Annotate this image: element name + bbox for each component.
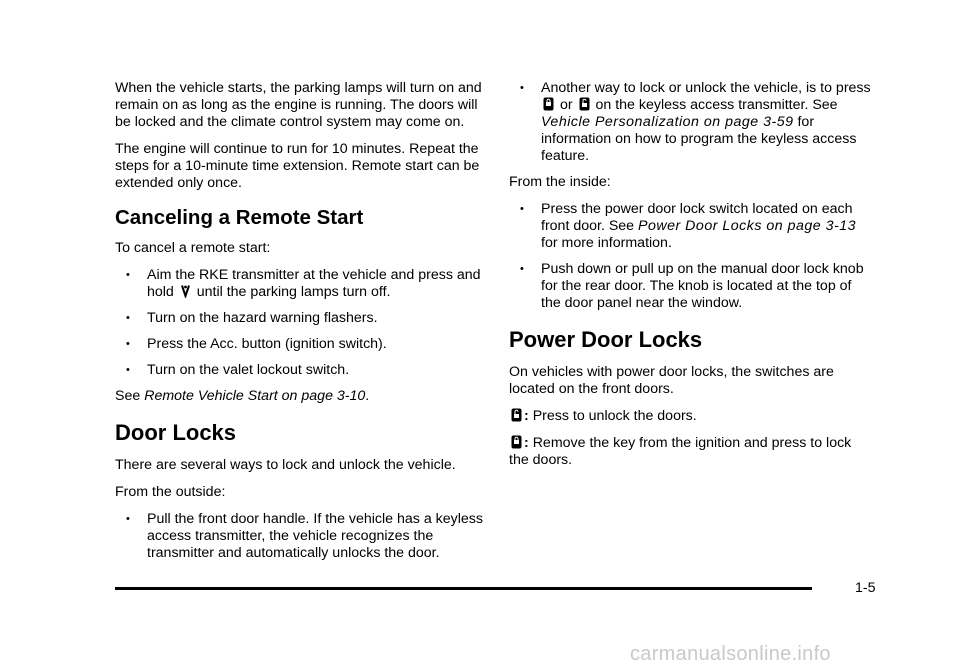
unlock-description: : Press to unlock the doors. xyxy=(509,408,874,425)
page-reference: Vehicle Personalization on page 3-59 xyxy=(541,114,794,130)
bullet-text: until the parking lamps turn off. xyxy=(196,284,391,300)
list-item xyxy=(115,310,485,327)
list-item xyxy=(115,362,485,379)
bullet-dot: • xyxy=(126,364,130,376)
lock-icon xyxy=(543,97,554,111)
watermark: carmanualsonline.info xyxy=(630,643,831,665)
footer-rule xyxy=(115,587,812,590)
bullet-text: Another way to lock or unlock the vehicle, is to press xyxy=(541,80,871,96)
cross-reference: See Remote Vehicle Start on page 3-10. xyxy=(115,388,370,404)
paragraph: On vehicles with power door locks, the switches are located on the front doors. xyxy=(509,364,834,397)
paragraph: To cancel a remote start: xyxy=(115,240,271,256)
bullet-text: Turn on the hazard warning flashers. xyxy=(147,310,378,326)
bullet-text: Aim the RKE transmitter at the vehicle and press and hold xyxy=(147,267,481,300)
paragraph: The engine will continue to run for 10 minutes. Repeat the steps for a 10-minute time extension. Remote start can be extended only once. xyxy=(115,141,480,191)
bullet-text: or xyxy=(559,97,573,113)
bullet-text: for information on how to program the keyless access feature. xyxy=(541,114,857,164)
bullet-text: Turn on the valet lockout switch. xyxy=(147,362,350,378)
bullet-text: Press the Acc. button (ignition switch). xyxy=(147,336,387,352)
bullet-text: Pull the front door handle. If the vehicle has a keyless access transmitter, the vehicle recognizes the transmitter and automatically unlocks the door. xyxy=(147,511,483,561)
bullet-dot: • xyxy=(126,312,130,324)
bullet-dot: • xyxy=(520,82,524,94)
list-item xyxy=(115,267,485,301)
bullet-text: Press the power door lock switch located on each front door. See xyxy=(541,201,853,234)
page-number: 1-5 xyxy=(855,580,876,596)
bullet-text: on the keyless access transmitter. See xyxy=(595,97,838,113)
lock-description: : Remove the key from the ignition and press to lock the doors. xyxy=(509,435,852,468)
list-item xyxy=(509,261,874,312)
bullet-dot: • xyxy=(126,269,130,281)
unlock-icon xyxy=(579,97,590,111)
page-reference: Power Door Locks on page 3-13 xyxy=(638,218,857,234)
bullet-dot: • xyxy=(126,338,130,350)
list-item xyxy=(115,336,485,353)
page-reference: Remote Vehicle Start on page 3-10 xyxy=(144,388,366,404)
paragraph: From the inside: xyxy=(509,174,611,190)
bullet-dot: • xyxy=(520,203,524,215)
paragraph: There are several ways to lock and unlock the vehicle. xyxy=(115,457,456,473)
list-item xyxy=(509,201,874,252)
list-item xyxy=(509,80,874,165)
heading-power-door-locks: Power Door Locks xyxy=(509,327,703,352)
bullet-dot: • xyxy=(126,513,130,525)
lock-icon xyxy=(511,435,522,449)
heading-door-locks: Door Locks xyxy=(115,420,237,445)
remote-start-icon xyxy=(180,284,191,298)
unlock-icon xyxy=(511,408,522,422)
bullet-text: Push down or pull up on the manual door lock knob for the rear door. The knob is located at the top of the door panel near the window. xyxy=(541,261,864,311)
bullet-text: for more information. xyxy=(541,235,672,251)
list-item xyxy=(115,511,485,562)
left-column xyxy=(115,80,485,571)
heading-canceling-remote-start: Canceling a Remote Start xyxy=(115,206,364,229)
bullet-dot: • xyxy=(520,263,524,275)
paragraph: When the vehicle starts, the parking lamps will turn on and remain on as long as the engine is running. The doors will be locked and the climate control system may come on. xyxy=(115,80,482,130)
right-column xyxy=(509,80,874,479)
paragraph: From the outside: xyxy=(115,484,226,500)
